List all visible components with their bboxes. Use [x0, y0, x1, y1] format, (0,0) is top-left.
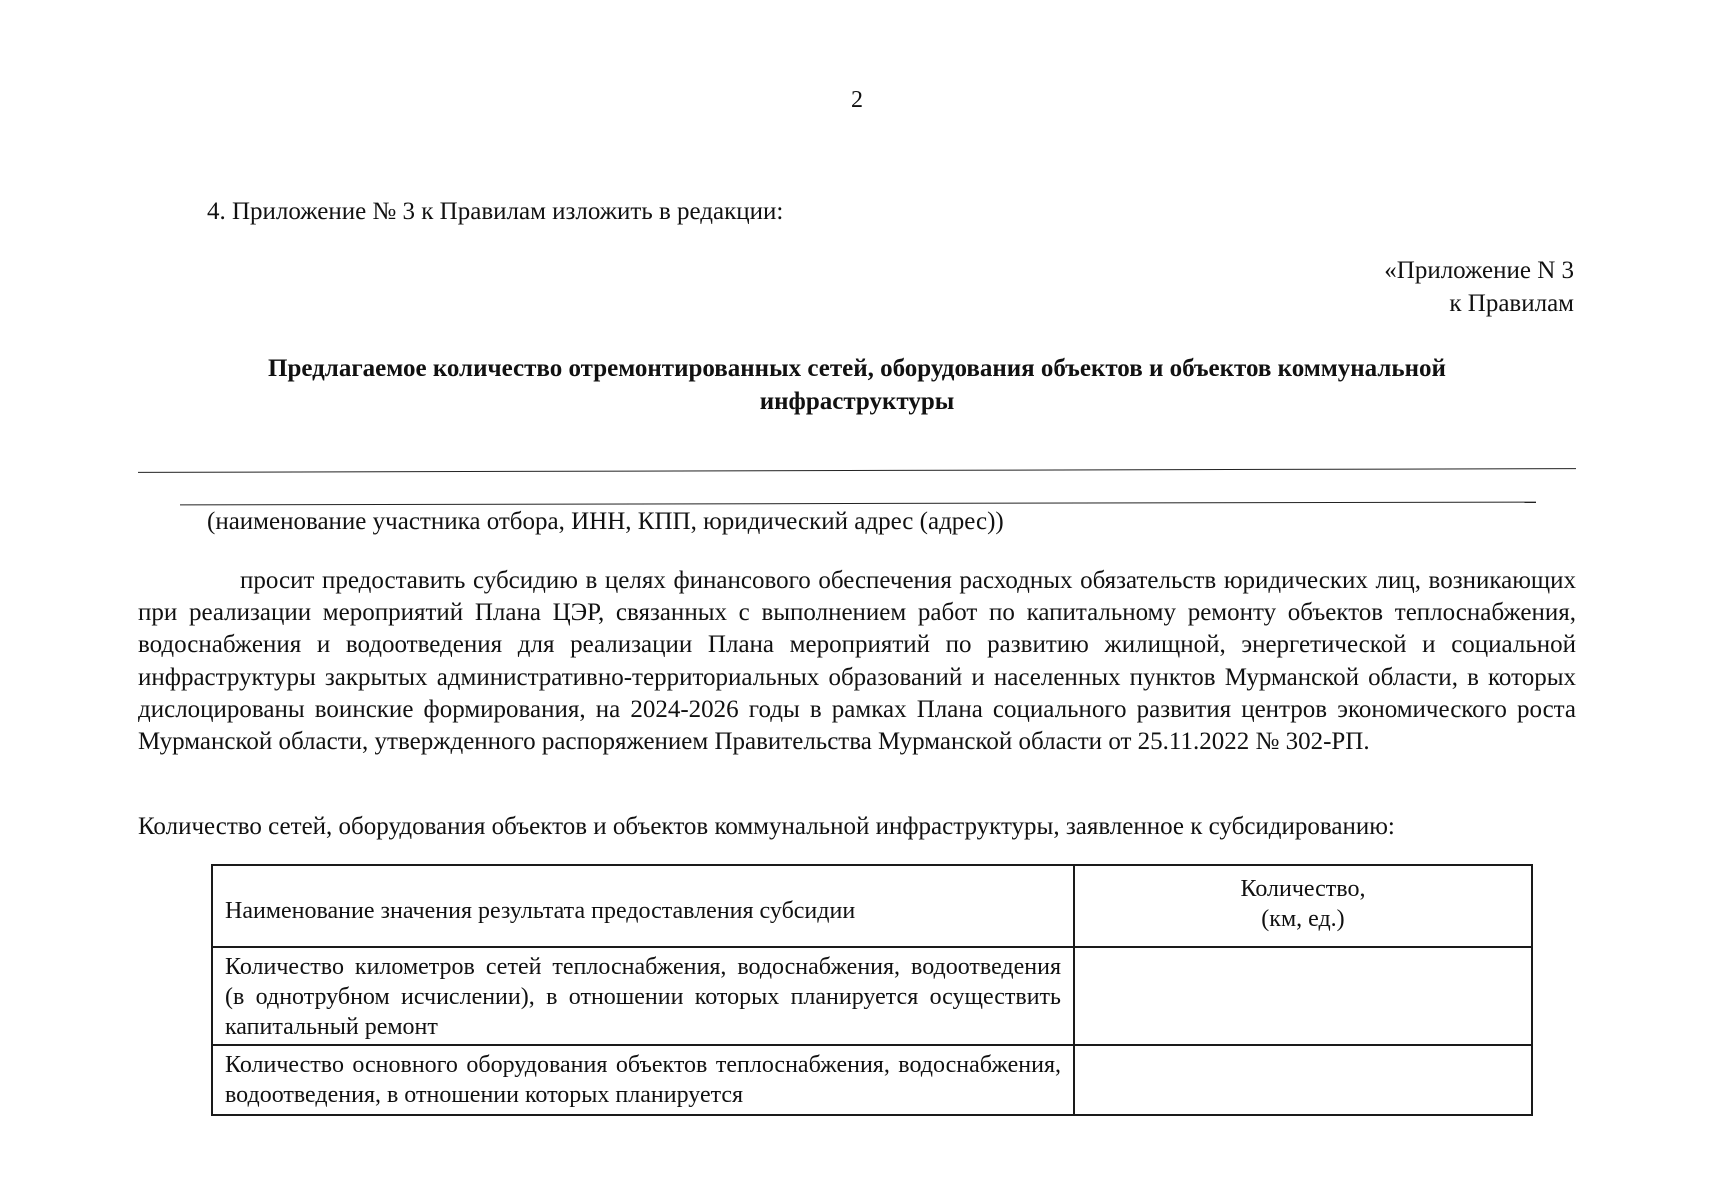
row-2-qty-cell [1074, 1045, 1532, 1115]
row-1-name-cell: Количество километров сетей теплоснабжения, водоснабжения, водоотведения (в однотрубном исчислении), в отношении которых планируется осуществить капитальный ремонт [212, 947, 1074, 1045]
header-qty-line-1: Количество, [1240, 876, 1366, 902]
document-title [140, 352, 1574, 418]
fill-in-caption: (наименование участника отбора, ИНН, КПП, юридический адрес (адрес)) [207, 508, 1004, 535]
table-lead-text: Количество сетей, оборудования объектов и объектов коммунальной инфраструктуры, заявленное к субсидированию: [138, 813, 1395, 840]
table-header-row [212, 865, 1532, 947]
appendix-line-1: «Приложение N 3 [1384, 257, 1574, 284]
title-line-2: инфраструктуры [759, 388, 955, 415]
item-4-text: 4. Приложение № 3 к Правилам изложить в редакции: [207, 198, 784, 225]
row-2-name-cell: Количество основного оборудования объектов теплоснабжения, водоснабжения, водоотведения, в отношении которых планируется [212, 1045, 1074, 1115]
fill-in-line-2 [180, 502, 1536, 506]
page-number: 2 [851, 87, 863, 113]
appendix-line-2: к Правилам [1449, 290, 1574, 317]
title-line-1: Предлагаемое количество отремонтированных сетей, оборудования объектов и объектов коммунальной [268, 355, 1446, 382]
subsidy-table [211, 864, 1533, 1116]
header-name-cell: Наименование значения результата предоставления субсидии [212, 865, 1074, 947]
fill-in-line-1 [138, 468, 1576, 473]
appendix-reference [1384, 254, 1574, 320]
row-1-qty-cell [1074, 947, 1532, 1045]
table-row [212, 947, 1532, 1045]
table-row [212, 1045, 1532, 1115]
body-paragraph: просит предоставить субсидию в целях финансового обеспечения расходных обязательств юридических лиц, возникающих при реализации мероприятий Плана ЦЭР, связанных с выполнением работ по капитальному ремонту объектов теплоснабжения, водоснабжения и водоотведения для реализации Плана мероприятий по развитию жилищной, энергетической и социальной инфраструктуры закрытых административно-территориальных образований и населенных пунктов Мурманской области, в которых дислоцированы воинские формирования, на 2024-2026 годы в рамках Плана социального развития центров экономического роста Мурманской области, утвержденного распоряжением Правительства Мурманской области от 25.11.2022 № 302-РП. [138, 567, 1576, 756]
header-qty-line-2: (км, ед.) [1261, 906, 1345, 932]
header-qty-cell [1074, 865, 1532, 947]
